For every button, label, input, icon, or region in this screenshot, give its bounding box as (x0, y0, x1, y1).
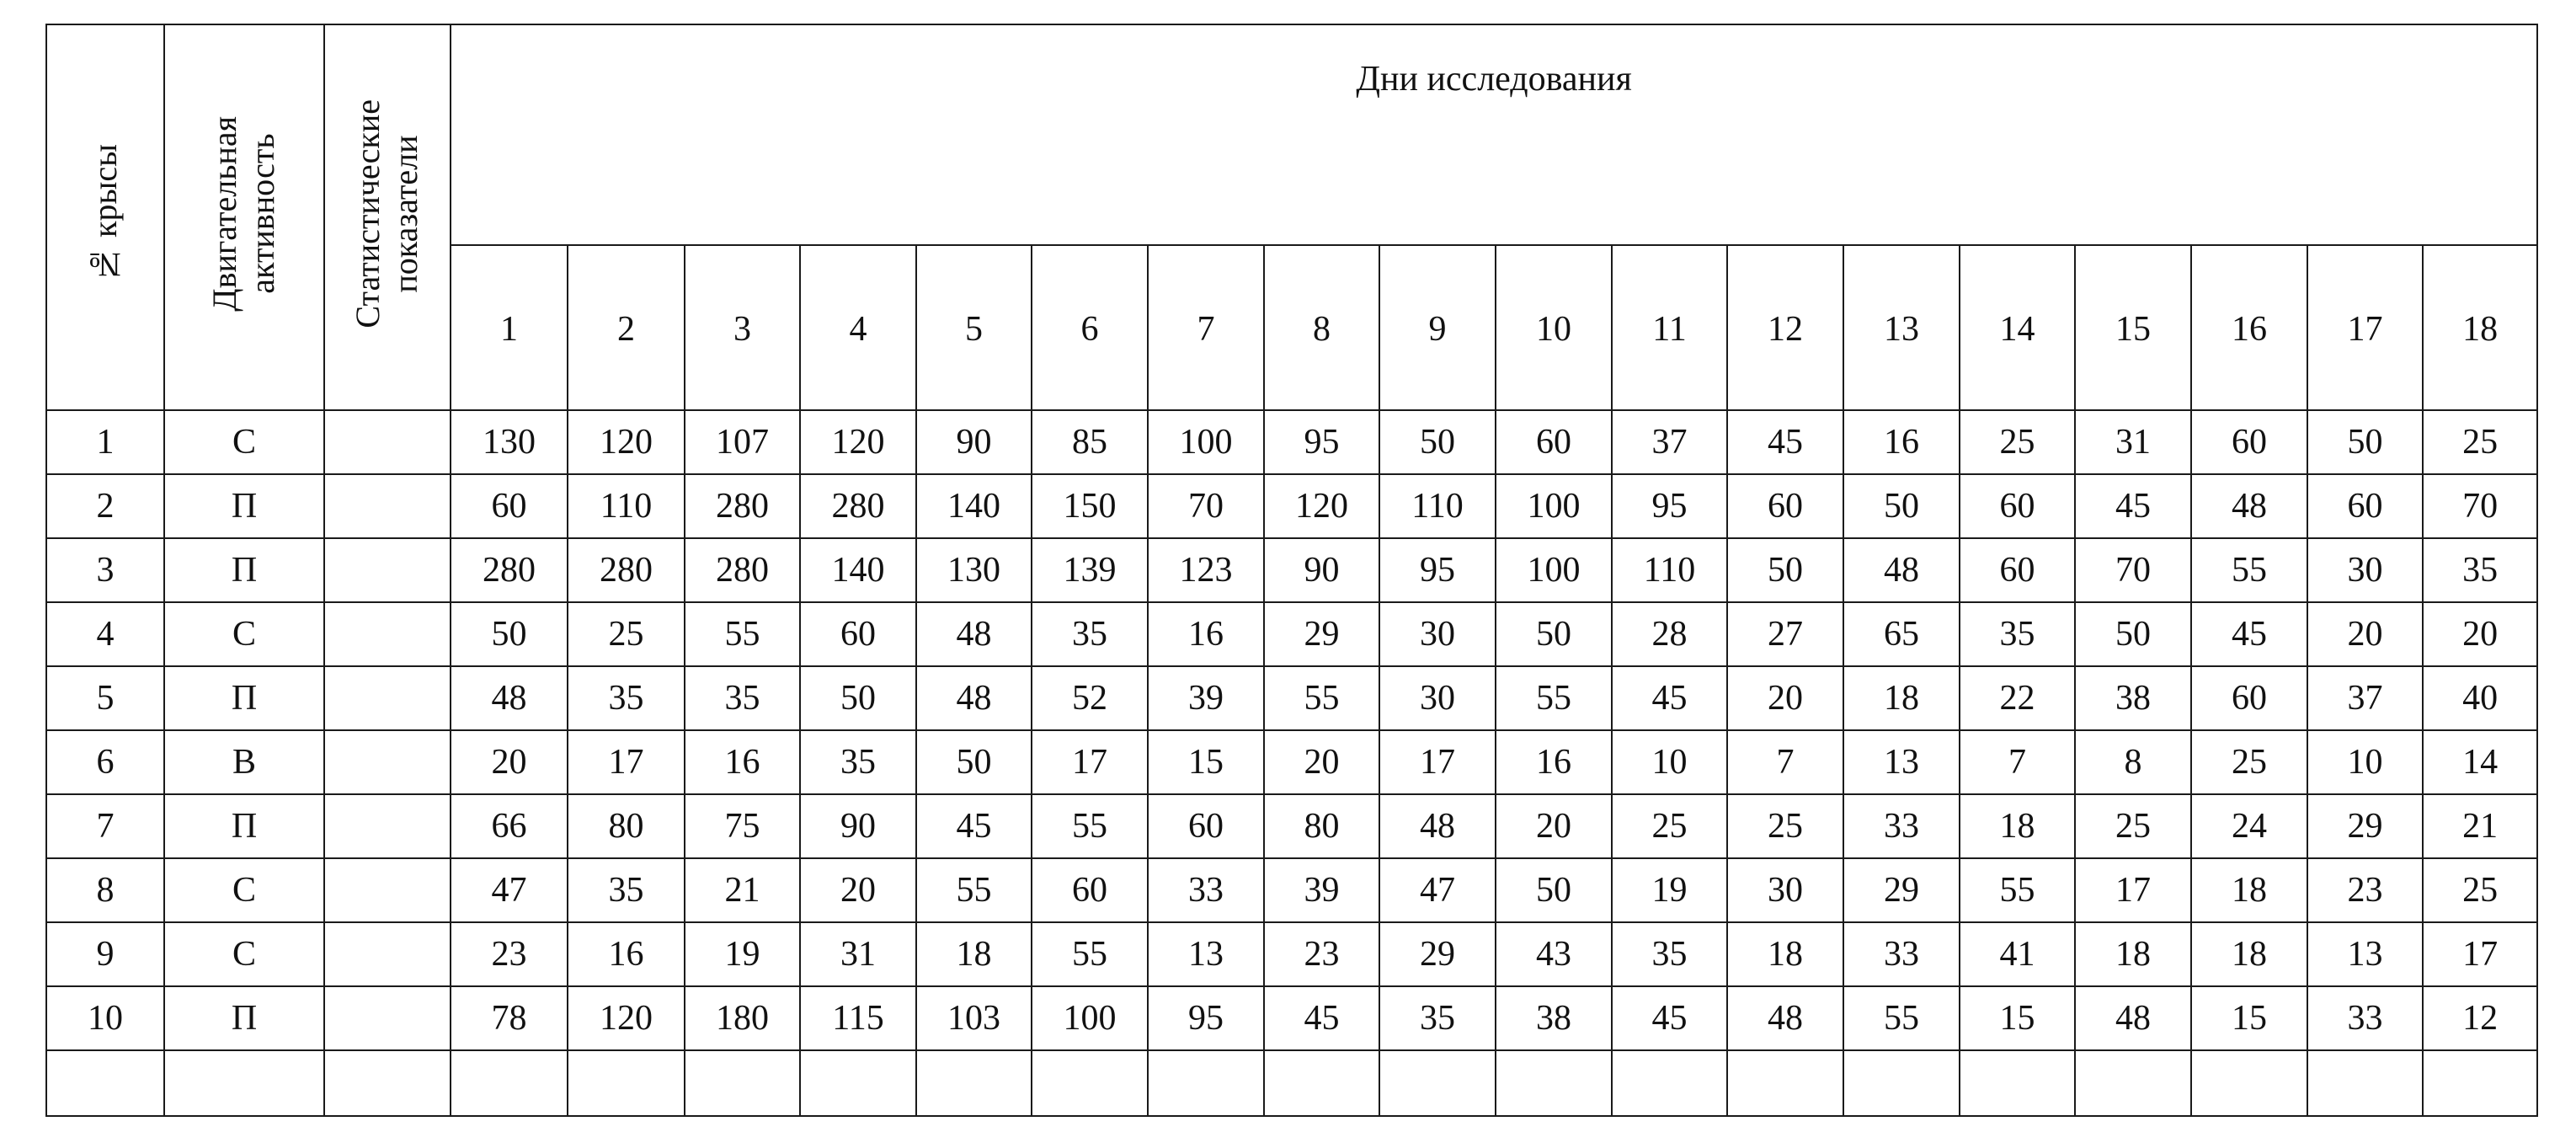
table-row (46, 666, 2537, 730)
empty-cell (451, 1050, 568, 1116)
day-value-cell: 41 (1960, 922, 2075, 986)
header-day-label: 11 (1652, 310, 1687, 349)
day-value-cell: 55 (2191, 538, 2307, 602)
day-value-cell: 280 (685, 538, 800, 602)
empty-cell (2075, 1050, 2191, 1116)
day-value-cell: 13 (2307, 922, 2423, 986)
day-value-cell: 80 (1264, 794, 1379, 858)
day-value-cell: 20 (1727, 666, 1843, 730)
day-value-cell: 60 (2307, 474, 2423, 538)
empty-cell (800, 1050, 916, 1116)
day-value-cell: 120 (568, 986, 685, 1050)
day-value-cell: 43 (1496, 922, 1612, 986)
day-value-cell: 55 (1264, 666, 1379, 730)
day-value-cell: 13 (1148, 922, 1264, 986)
day-value-cell: 25 (1960, 410, 2075, 474)
day-value-cell: 18 (2075, 922, 2191, 986)
table-row (46, 602, 2537, 666)
empty-cell (1264, 1050, 1379, 1116)
day-value-cell: 33 (2307, 986, 2423, 1050)
day-value-cell: 30 (2307, 538, 2423, 602)
day-value-cell: 29 (1379, 922, 1496, 986)
stats-cell (324, 730, 451, 794)
empty-cell (164, 1050, 324, 1116)
activity-cell: С (164, 858, 324, 922)
day-value-cell: 280 (451, 538, 568, 602)
header-day-15 (2075, 245, 2191, 410)
day-value-cell: 45 (1612, 986, 1727, 1050)
day-value-cell: 23 (451, 922, 568, 986)
activity-cell: П (164, 986, 324, 1050)
empty-row (46, 1050, 2537, 1116)
day-value-cell: 107 (685, 410, 800, 474)
day-value-cell: 280 (800, 474, 916, 538)
day-value-cell: 60 (1960, 474, 2075, 538)
day-value-cell: 25 (2075, 794, 2191, 858)
day-value-cell: 21 (2423, 794, 2537, 858)
rat-number-cell: 9 (46, 922, 164, 986)
day-value-cell: 18 (916, 922, 1032, 986)
day-value-cell: 90 (916, 410, 1032, 474)
header-day-11 (1612, 245, 1727, 410)
day-value-cell: 35 (568, 858, 685, 922)
table-row (46, 922, 2537, 986)
day-value-cell: 19 (1612, 858, 1727, 922)
stats-cell (324, 666, 451, 730)
day-value-cell: 280 (685, 474, 800, 538)
header-day-label: 6 (1080, 310, 1099, 349)
empty-cell (568, 1050, 685, 1116)
day-value-cell: 40 (2423, 666, 2537, 730)
header-day-14 (1960, 245, 2075, 410)
empty-cell (324, 1050, 451, 1116)
day-value-cell: 70 (2423, 474, 2537, 538)
day-value-cell: 25 (2423, 858, 2537, 922)
day-value-cell: 55 (1032, 922, 1148, 986)
day-value-cell: 17 (568, 730, 685, 794)
day-value-cell: 48 (1379, 794, 1496, 858)
day-value-cell: 35 (685, 666, 800, 730)
activity-cell: С (164, 602, 324, 666)
day-value-cell: 48 (451, 666, 568, 730)
day-value-cell: 48 (2191, 474, 2307, 538)
table-row (46, 538, 2537, 602)
empty-cell (46, 1050, 164, 1116)
day-value-cell: 120 (568, 410, 685, 474)
day-value-cell: 39 (1148, 666, 1264, 730)
day-value-cell: 38 (2075, 666, 2191, 730)
day-value-cell: 115 (800, 986, 916, 1050)
day-value-cell: 33 (1843, 922, 1960, 986)
rat-number-cell: 8 (46, 858, 164, 922)
table-row (46, 474, 2537, 538)
day-value-cell: 35 (2423, 538, 2537, 602)
day-value-cell: 16 (1843, 410, 1960, 474)
day-value-cell: 47 (451, 858, 568, 922)
day-value-cell: 55 (916, 858, 1032, 922)
day-value-cell: 37 (1612, 410, 1727, 474)
day-value-cell: 60 (451, 474, 568, 538)
day-value-cell: 33 (1843, 794, 1960, 858)
header-day-label: 15 (2115, 310, 2151, 349)
header-day-3 (685, 245, 800, 410)
day-value-cell: 60 (1496, 410, 1612, 474)
day-value-cell: 110 (1612, 538, 1727, 602)
day-value-cell: 37 (2307, 666, 2423, 730)
day-value-cell: 45 (2075, 474, 2191, 538)
stats-cell (324, 410, 451, 474)
header-day-7 (1148, 245, 1264, 410)
rat-number-cell: 10 (46, 986, 164, 1050)
day-value-cell: 45 (1612, 666, 1727, 730)
table-body (46, 410, 2537, 1116)
day-value-cell: 60 (2191, 410, 2307, 474)
activity-cell: С (164, 410, 324, 474)
table-row (46, 794, 2537, 858)
day-value-cell: 10 (2307, 730, 2423, 794)
header-day-label: 2 (617, 310, 635, 349)
stats-cell (324, 538, 451, 602)
day-value-cell: 110 (568, 474, 685, 538)
day-value-cell: 35 (1379, 986, 1496, 1050)
day-value-cell: 13 (1843, 730, 1960, 794)
day-value-cell: 90 (800, 794, 916, 858)
day-value-cell: 10 (1612, 730, 1727, 794)
stats-cell (324, 794, 451, 858)
header-days-title: Дни исследования (1356, 60, 1632, 99)
day-value-cell: 15 (1148, 730, 1264, 794)
day-value-cell: 19 (685, 922, 800, 986)
day-value-cell: 140 (916, 474, 1032, 538)
day-value-cell: 20 (2423, 602, 2537, 666)
day-value-cell: 35 (1032, 602, 1148, 666)
day-value-cell: 25 (1612, 794, 1727, 858)
day-value-cell: 23 (1264, 922, 1379, 986)
day-value-cell: 48 (916, 666, 1032, 730)
day-value-cell: 50 (1496, 858, 1612, 922)
day-value-cell: 100 (1496, 474, 1612, 538)
rat-activity-table (45, 24, 2538, 1117)
day-value-cell: 30 (1379, 666, 1496, 730)
table-row (46, 986, 2537, 1050)
activity-cell: В (164, 730, 324, 794)
day-value-cell: 103 (916, 986, 1032, 1050)
day-value-cell: 110 (1379, 474, 1496, 538)
header-day-label: 18 (2462, 310, 2499, 349)
day-value-cell: 14 (2423, 730, 2537, 794)
day-value-cell: 25 (2423, 410, 2537, 474)
day-value-cell: 55 (1032, 794, 1148, 858)
day-value-cell: 27 (1727, 602, 1843, 666)
day-value-cell: 55 (685, 602, 800, 666)
day-value-cell: 18 (2191, 922, 2307, 986)
header-day-label: 9 (1428, 310, 1447, 349)
day-value-cell: 50 (1727, 538, 1843, 602)
day-value-cell: 100 (1496, 538, 1612, 602)
day-value-cell: 130 (916, 538, 1032, 602)
header-day-9 (1379, 245, 1496, 410)
stats-cell (324, 922, 451, 986)
day-value-cell: 55 (1960, 858, 2075, 922)
header-days-group (451, 24, 2537, 245)
day-value-cell: 75 (685, 794, 800, 858)
day-value-cell: 29 (2307, 794, 2423, 858)
day-value-cell: 123 (1148, 538, 1264, 602)
document-page (45, 24, 2536, 1113)
empty-cell (1379, 1050, 1496, 1116)
day-value-cell: 29 (1264, 602, 1379, 666)
activity-cell: П (164, 474, 324, 538)
empty-cell (1960, 1050, 2075, 1116)
day-value-cell: 15 (1960, 986, 2075, 1050)
day-value-cell: 8 (2075, 730, 2191, 794)
day-value-cell: 18 (2191, 858, 2307, 922)
empty-cell (1843, 1050, 1960, 1116)
day-value-cell: 30 (1727, 858, 1843, 922)
header-day-label: 8 (1313, 310, 1331, 349)
day-value-cell: 48 (1843, 538, 1960, 602)
day-value-cell: 180 (685, 986, 800, 1050)
header-day-2 (568, 245, 685, 410)
day-value-cell: 20 (2307, 602, 2423, 666)
day-value-cell: 50 (1379, 410, 1496, 474)
day-value-cell: 16 (1148, 602, 1264, 666)
day-value-cell: 100 (1032, 986, 1148, 1050)
day-value-cell: 33 (1148, 858, 1264, 922)
header-day-10 (1496, 245, 1612, 410)
rat-number-cell: 4 (46, 602, 164, 666)
header-day-label: 5 (965, 310, 983, 349)
day-value-cell: 25 (568, 602, 685, 666)
day-value-cell: 45 (1727, 410, 1843, 474)
header-stats-label: Статистические показатели (349, 99, 424, 328)
header-day-label: 13 (1884, 310, 1919, 349)
rat-number-cell: 6 (46, 730, 164, 794)
empty-cell (1727, 1050, 1843, 1116)
header-day-label: 1 (500, 310, 518, 349)
day-value-cell: 30 (1379, 602, 1496, 666)
day-value-cell: 45 (1264, 986, 1379, 1050)
header-activity (164, 24, 324, 410)
day-value-cell: 60 (1148, 794, 1264, 858)
day-value-cell: 16 (568, 922, 685, 986)
day-value-cell: 18 (1727, 922, 1843, 986)
header-rat-number (46, 24, 164, 410)
day-value-cell: 22 (1960, 666, 2075, 730)
day-value-cell: 35 (1612, 922, 1727, 986)
empty-cell (1496, 1050, 1612, 1116)
day-value-cell: 100 (1148, 410, 1264, 474)
day-value-cell: 35 (1960, 602, 2075, 666)
day-value-cell: 7 (1727, 730, 1843, 794)
header-day-4 (800, 245, 916, 410)
day-value-cell: 85 (1032, 410, 1148, 474)
day-value-cell: 50 (800, 666, 916, 730)
day-value-cell: 66 (451, 794, 568, 858)
empty-cell (1612, 1050, 1727, 1116)
empty-cell (1148, 1050, 1264, 1116)
header-day-17 (2307, 245, 2423, 410)
day-value-cell: 45 (2191, 602, 2307, 666)
day-value-cell: 48 (916, 602, 1032, 666)
empty-cell (916, 1050, 1032, 1116)
empty-cell (2191, 1050, 2307, 1116)
day-value-cell: 45 (916, 794, 1032, 858)
day-value-cell: 25 (1727, 794, 1843, 858)
day-value-cell: 24 (2191, 794, 2307, 858)
day-value-cell: 21 (685, 858, 800, 922)
day-value-cell: 18 (1960, 794, 2075, 858)
day-value-cell: 23 (2307, 858, 2423, 922)
day-value-cell: 29 (1843, 858, 1960, 922)
day-value-cell: 35 (568, 666, 685, 730)
header-day-16 (2191, 245, 2307, 410)
day-value-cell: 95 (1612, 474, 1727, 538)
day-value-cell: 47 (1379, 858, 1496, 922)
rat-number-cell: 3 (46, 538, 164, 602)
day-value-cell: 60 (800, 602, 916, 666)
day-value-cell: 12 (2423, 986, 2537, 1050)
empty-cell (1032, 1050, 1148, 1116)
rat-number-cell: 2 (46, 474, 164, 538)
stats-cell (324, 602, 451, 666)
header-activity-label: Двигательная активность (205, 116, 281, 312)
day-value-cell: 52 (1032, 666, 1148, 730)
header-rat-number-label: № крысы (85, 144, 124, 284)
day-value-cell: 31 (800, 922, 916, 986)
header-day-13 (1843, 245, 1960, 410)
day-value-cell: 48 (2075, 986, 2191, 1050)
day-value-cell: 17 (2075, 858, 2191, 922)
day-value-cell: 55 (1843, 986, 1960, 1050)
day-value-cell: 17 (2423, 922, 2537, 986)
day-value-cell: 20 (800, 858, 916, 922)
header-day-label: 3 (733, 310, 751, 349)
day-value-cell: 78 (451, 986, 568, 1050)
day-value-cell: 120 (1264, 474, 1379, 538)
day-value-cell: 39 (1264, 858, 1379, 922)
day-value-cell: 50 (2075, 602, 2191, 666)
day-value-cell: 50 (1843, 474, 1960, 538)
day-value-cell: 17 (1032, 730, 1148, 794)
day-value-cell: 20 (451, 730, 568, 794)
day-value-cell: 50 (451, 602, 568, 666)
day-value-cell: 60 (1727, 474, 1843, 538)
rat-number-cell: 5 (46, 666, 164, 730)
day-value-cell: 31 (2075, 410, 2191, 474)
day-value-cell: 20 (1264, 730, 1379, 794)
header-day-18 (2423, 245, 2537, 410)
day-value-cell: 95 (1148, 986, 1264, 1050)
header-day-label: 16 (2232, 310, 2267, 349)
day-value-cell: 150 (1032, 474, 1148, 538)
header-day-label: 7 (1197, 310, 1215, 349)
day-value-cell: 16 (1496, 730, 1612, 794)
activity-cell: П (164, 794, 324, 858)
day-value-cell: 18 (1843, 666, 1960, 730)
day-value-cell: 70 (1148, 474, 1264, 538)
table-row (46, 730, 2537, 794)
day-value-cell: 17 (1379, 730, 1496, 794)
day-value-cell: 140 (800, 538, 916, 602)
day-value-cell: 35 (800, 730, 916, 794)
header-day-5 (916, 245, 1032, 410)
header-day-label: 12 (1768, 310, 1803, 349)
rat-number-cell: 7 (46, 794, 164, 858)
day-value-cell: 55 (1496, 666, 1612, 730)
day-value-cell: 139 (1032, 538, 1148, 602)
day-value-cell: 130 (451, 410, 568, 474)
day-value-cell: 20 (1496, 794, 1612, 858)
day-value-cell: 60 (1032, 858, 1148, 922)
day-value-cell: 25 (2191, 730, 2307, 794)
header-day-12 (1727, 245, 1843, 410)
day-value-cell: 120 (800, 410, 916, 474)
activity-cell: С (164, 922, 324, 986)
day-value-cell: 80 (568, 794, 685, 858)
table-row (46, 410, 2537, 474)
day-value-cell: 50 (2307, 410, 2423, 474)
day-value-cell: 50 (1496, 602, 1612, 666)
header-day-label: 17 (2347, 310, 2383, 349)
day-value-cell: 70 (2075, 538, 2191, 602)
header-day-8 (1264, 245, 1379, 410)
stats-cell (324, 986, 451, 1050)
day-value-cell: 95 (1379, 538, 1496, 602)
stats-cell (324, 474, 451, 538)
stats-cell (324, 858, 451, 922)
day-value-cell: 60 (1960, 538, 2075, 602)
day-value-cell: 16 (685, 730, 800, 794)
day-value-cell: 7 (1960, 730, 2075, 794)
table-row (46, 858, 2537, 922)
day-value-cell: 50 (916, 730, 1032, 794)
day-value-cell: 280 (568, 538, 685, 602)
day-value-cell: 48 (1727, 986, 1843, 1050)
activity-cell: П (164, 538, 324, 602)
header-row-top (46, 24, 2537, 245)
day-value-cell: 38 (1496, 986, 1612, 1050)
day-value-cell: 65 (1843, 602, 1960, 666)
header-day-6 (1032, 245, 1148, 410)
empty-cell (2307, 1050, 2423, 1116)
header-day-1 (451, 245, 568, 410)
empty-cell (2423, 1050, 2537, 1116)
header-day-label: 10 (1536, 310, 1571, 349)
header-stats (324, 24, 451, 410)
day-value-cell: 15 (2191, 986, 2307, 1050)
day-value-cell: 28 (1612, 602, 1727, 666)
activity-cell: П (164, 666, 324, 730)
header-day-label: 14 (1999, 310, 2035, 349)
empty-cell (685, 1050, 800, 1116)
header-day-label: 4 (849, 310, 867, 349)
day-value-cell: 60 (2191, 666, 2307, 730)
day-value-cell: 95 (1264, 410, 1379, 474)
rat-number-cell: 1 (46, 410, 164, 474)
day-value-cell: 90 (1264, 538, 1379, 602)
